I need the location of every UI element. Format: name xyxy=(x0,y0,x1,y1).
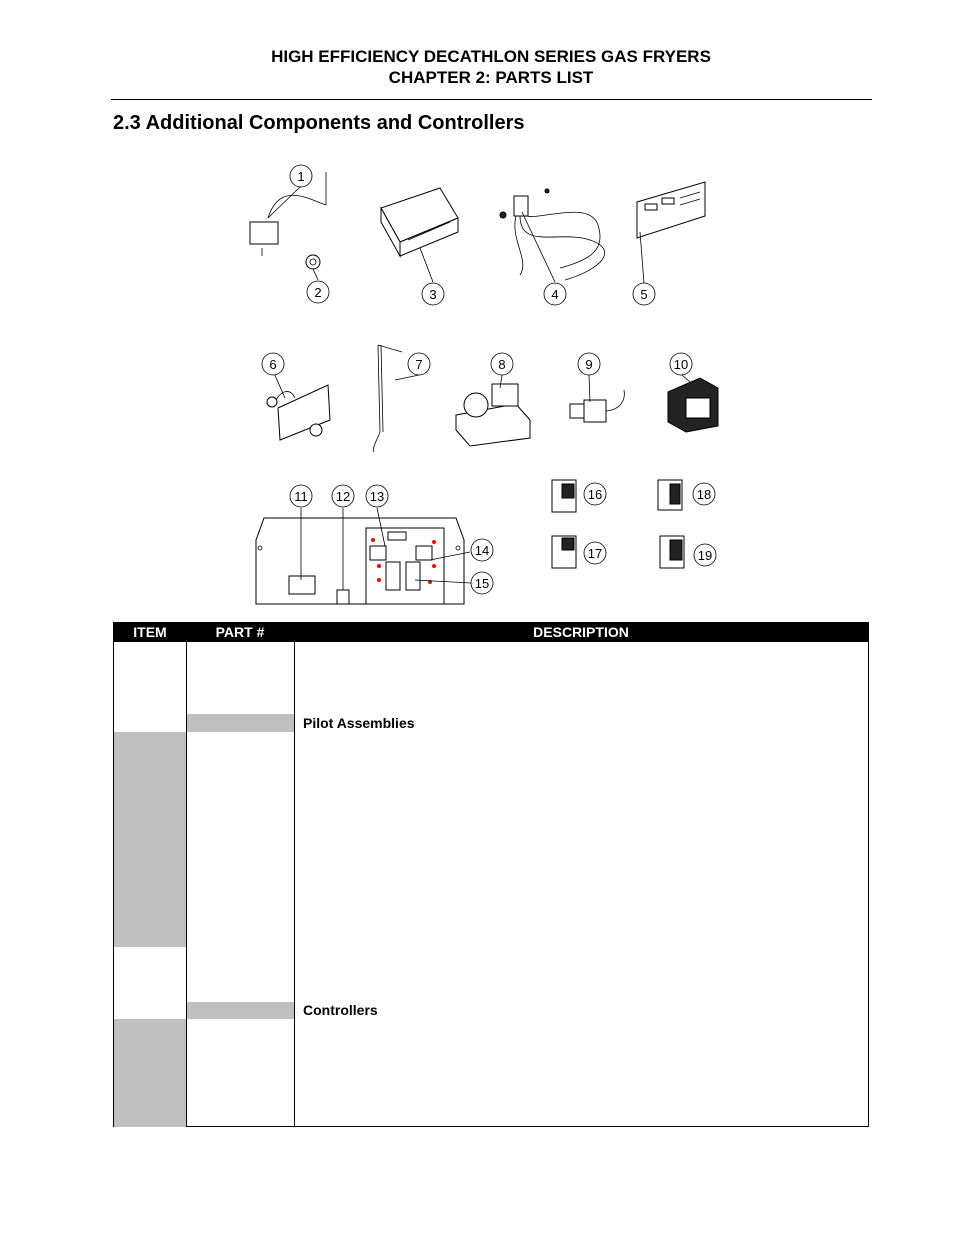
callout-4 xyxy=(544,283,566,305)
part-1-drawing xyxy=(250,172,326,269)
callout-17 xyxy=(584,542,606,564)
header-chapter: CHAPTER 2: PARTS LIST xyxy=(388,68,594,87)
header-description: DESCRIPTION xyxy=(533,624,629,640)
svg-text:10: 10 xyxy=(673,357,689,372)
part-7-drawing xyxy=(373,345,402,452)
callout-13 xyxy=(366,485,388,507)
part-shade-1 xyxy=(187,714,294,732)
svg-text:8: 8 xyxy=(498,357,506,372)
svg-text:3: 3 xyxy=(429,287,437,302)
svg-text:7: 7 xyxy=(415,357,423,372)
svg-text:19: 19 xyxy=(697,548,713,563)
rocker-switch-18 xyxy=(658,480,682,510)
part-10-drawing xyxy=(668,378,718,432)
header-part-number: PART # xyxy=(215,624,265,640)
part-9-drawing xyxy=(570,390,624,422)
callout-5 xyxy=(633,283,655,305)
svg-text:2: 2 xyxy=(314,285,322,300)
part-5-drawing xyxy=(637,182,705,238)
callout-12 xyxy=(332,485,354,507)
callout-10 xyxy=(670,353,692,375)
part-4-drawing xyxy=(500,189,605,280)
header-title: HIGH EFFICIENCY DECATHLON SERIES GAS FRYERS xyxy=(271,47,711,66)
svg-text:15: 15 xyxy=(474,576,490,591)
svg-text:14: 14 xyxy=(474,543,490,558)
svg-text:1: 1 xyxy=(297,169,305,184)
section-title: 2.3 Additional Components and Controllers xyxy=(113,112,525,134)
callout-7 xyxy=(408,353,430,375)
table-header xyxy=(114,623,868,642)
callout-15 xyxy=(471,572,493,594)
svg-text:5: 5 xyxy=(640,287,648,302)
part-shade-2 xyxy=(187,1002,294,1019)
svg-text:11: 11 xyxy=(294,489,308,504)
callout-14 xyxy=(471,539,493,561)
callout-1 xyxy=(290,165,312,187)
svg-text:9: 9 xyxy=(585,357,593,372)
callout-19 xyxy=(694,544,716,566)
svg-text:13: 13 xyxy=(369,489,385,504)
rocker-switch-17 xyxy=(552,536,576,568)
header-item: ITEM xyxy=(133,624,167,640)
callout-8 xyxy=(491,353,513,375)
svg-text:12: 12 xyxy=(335,489,351,504)
svg-text:17: 17 xyxy=(587,546,603,561)
callout-2 xyxy=(307,281,329,303)
svg-text:16: 16 xyxy=(587,487,603,502)
part-3-drawing xyxy=(381,188,458,256)
rocker-switch-19 xyxy=(660,536,684,568)
callout-9 xyxy=(578,353,600,375)
callout-18 xyxy=(693,483,715,505)
item-shade-1 xyxy=(114,732,186,947)
item-shade-2 xyxy=(114,1019,186,1127)
callout-16 xyxy=(584,483,606,505)
subheading-controllers: Controllers xyxy=(303,1002,378,1018)
rocker-switch-16 xyxy=(552,480,576,512)
subheading-pilot-assemblies: Pilot Assemblies xyxy=(303,715,415,731)
column-divider-1 xyxy=(186,642,187,1126)
svg-text:6: 6 xyxy=(269,357,277,372)
svg-text:18: 18 xyxy=(696,487,712,502)
callout-6 xyxy=(262,353,284,375)
parts-table xyxy=(113,622,869,1127)
part-6-drawing xyxy=(267,385,330,440)
callout-3 xyxy=(422,283,444,305)
part-8-drawing xyxy=(456,384,530,446)
column-divider-2 xyxy=(294,642,295,1126)
part-11-15-drawing xyxy=(256,518,464,604)
callout-11 xyxy=(290,485,312,507)
svg-text:4: 4 xyxy=(551,287,559,302)
